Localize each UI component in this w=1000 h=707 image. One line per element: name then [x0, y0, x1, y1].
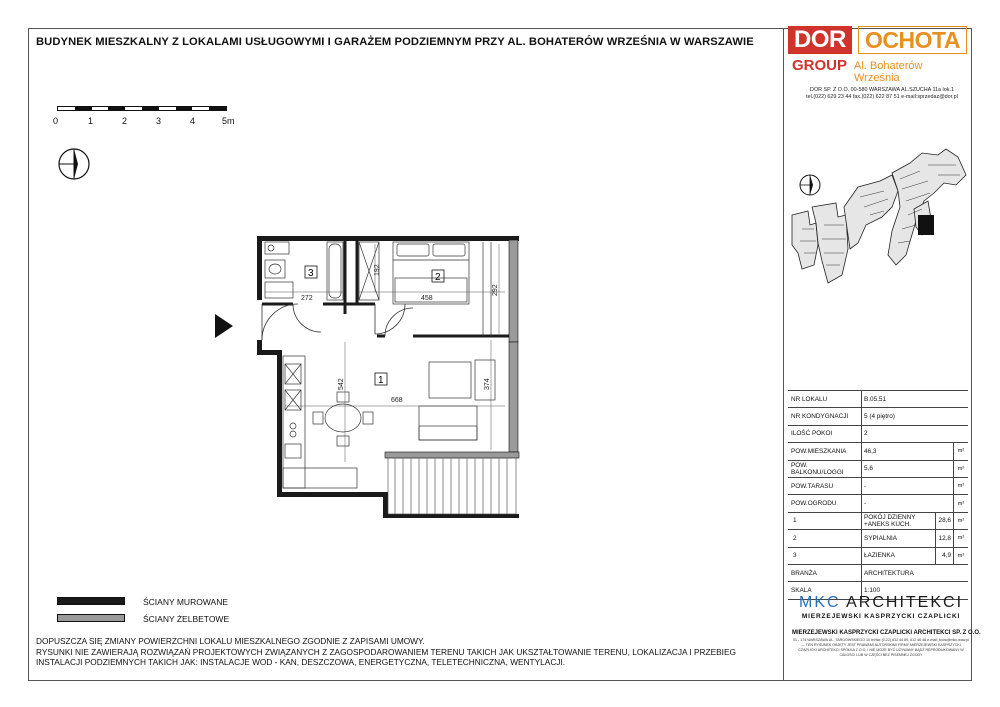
dimension-label: 458: [421, 295, 433, 302]
room-number-2: 2: [435, 272, 441, 283]
table-row-room: [788, 548, 968, 565]
legend-label: ŚCIANY ŻELBETOWE: [143, 614, 230, 624]
table-label: POW.OGRODU: [788, 495, 862, 511]
room-num: 1: [788, 513, 862, 529]
developer-contact: [792, 87, 972, 101]
table-value: 2: [864, 430, 868, 438]
room-number-3: 3: [308, 268, 314, 279]
scale-bar: [57, 106, 227, 111]
table-row: [788, 408, 968, 425]
mkc-logo: [792, 594, 970, 620]
table-row-room: [788, 530, 968, 547]
table-value: 46,3: [864, 447, 877, 455]
note-line: INSTALACJI PODZIEMNYCH TAKICH JAK: INSTALACJE WOD - KAN, DESZCZOWA, ENERGETYCZNA, TELETECHNICZNA, WENTYLACJI.: [36, 657, 566, 668]
mkc-subtitle: MIERZEJEWSKI KASPRZYCKI CZAPLICKI: [801, 613, 961, 620]
room-area: 4,9: [935, 548, 953, 564]
legend-swatch-masonry: [57, 597, 125, 605]
room-name: SYPIALNIA: [864, 534, 898, 542]
table-row: [788, 461, 968, 478]
table-value: 1:100: [864, 586, 880, 594]
floor-plan: [205, 230, 535, 530]
table-label: POW.TARASU: [788, 478, 862, 494]
logo-dor: DOR: [788, 26, 852, 54]
table-label: SKALA: [788, 582, 862, 598]
logo-ochota: OCHOTA: [858, 26, 967, 54]
table-row: [788, 495, 968, 512]
room-number-1: 1: [378, 375, 384, 386]
table-row: [788, 443, 968, 460]
table-label: NR LOKALU: [788, 391, 862, 407]
key-plan: [788, 145, 970, 305]
table-value: -: [864, 500, 867, 508]
table-row: [788, 426, 968, 443]
mkc-fine-print: 01 - 174 WARSZAWA UL. TARGOWSKIEGO 10 tel/fax (0-22) 612 44 89, 612 46 48 e-mail: biuro@mkc.waw.pl — TEN RYSUNEK OBJĘTY JEST PRAWAMI AUTORSKIMI FIRMY MIERZEJEWSKI KASPRZYCKI CZAPLICKI ARCHITEKCI SPÓŁKA Z O.O. I NIE MOŻE BYĆ UŻYWANY BĄDŹ REPRODUKOWANY W CAŁOŚCI LUB W CZĘŚCI BEZ PISEMNEJ ZGODY: [793, 638, 969, 657]
legend-swatch-concrete: [57, 614, 125, 622]
scale-label: 0: [53, 116, 59, 126]
table-row: [788, 565, 968, 582]
room-name: POKÓJ DZIENNY +ANEKS KUCH.: [864, 513, 916, 528]
table-label: POW.MIESZKANIA: [788, 443, 862, 459]
entrance-arrow-icon: [215, 314, 233, 338]
dimension-label: 272: [301, 295, 313, 302]
room-num: 2: [788, 530, 862, 546]
contact-line: tel.(022) 629 23 44 fax.(022) 622 87 51 e-mail:sprzedaz@dor.pl: [806, 94, 958, 100]
table-unit: m²: [953, 478, 968, 494]
dimension-label: 542: [338, 378, 345, 390]
dimension-label: 292: [492, 284, 499, 296]
table-value: ARCHITEKTURA: [864, 569, 914, 577]
legend-label: ŚCIANY MUROWANE: [143, 597, 229, 607]
table-label: NR KONDYGNACJI: [788, 408, 862, 424]
mkc-logo-b: ARCHITEKCI: [846, 594, 964, 611]
dimension-label: 668: [391, 397, 403, 404]
table-value: -: [864, 482, 867, 490]
scale-label: 3: [156, 116, 162, 126]
table-unit: m²: [953, 495, 968, 511]
dor-ochota-logo: [788, 26, 968, 84]
unit-data-table: [788, 390, 968, 600]
scale-label: 4: [190, 116, 196, 126]
table-unit: m²: [953, 461, 968, 477]
sheet-title: BUDYNEK MIESZKALNY Z LOKALAMI USŁUGOWYMI I GARAŻEM PODZIEMNYM PRZY AL. BOHATERÓW WRZEŚNIA W WARSZAWIE: [36, 36, 754, 48]
dimension-label: 374: [484, 378, 491, 390]
mkc-company: MIERZEJEWSKI KASPRZYCKI CZAPLICKI ARCHITEKCI SP. Z O.O.: [792, 630, 981, 636]
scale-label: 2: [122, 116, 128, 126]
table-label: BRANŻA: [788, 565, 862, 581]
room-area: 28,6: [935, 513, 953, 529]
table-label: ILOŚĆ POKOI: [788, 426, 862, 442]
notes: [36, 636, 776, 668]
note-line: DOPUSZCZA SIĘ ZMIANY POWIERZCHNI LOKALU MIESZKALNEGO ZGODNIE Z ZAPISAMI UMOWY.: [36, 636, 425, 646]
room-name: ŁAZIENKA: [864, 552, 895, 560]
note-line: RYSUNKI NIE ZAWIERAJĄ ROZWIĄZAŃ PROJEKTOWYCH ZWIĄZANYCH Z ZAGOSPODAROWANIEM TERENU TAKICH JAK UKSZTAŁTOWANIE TERENU, LOKALIZACJA I PRZEBIEG: [36, 646, 736, 657]
table-value: B.05.51: [864, 395, 887, 403]
scale-label: 5m: [222, 116, 235, 126]
table-unit: m²: [953, 443, 968, 459]
logo-address: Al. Bohaterów Września: [854, 60, 923, 84]
dimension-label: 192: [374, 264, 381, 276]
logo-group: GROUP: [792, 57, 848, 74]
table-value: 5,6: [864, 465, 873, 473]
table-row: [788, 478, 968, 495]
room-num: 3: [788, 548, 862, 564]
scale-labels: [53, 116, 243, 128]
table-unit: m²: [953, 530, 968, 546]
north-arrow-icon: [56, 145, 96, 185]
scale-label: 1: [88, 116, 94, 126]
contact-line: DOR SP. Z O.O. 00-580 WARSZAWA AL.SZUCHA 11a lok.1: [810, 87, 954, 93]
table-row: [788, 391, 968, 408]
sheet-divider: [783, 28, 784, 681]
table-unit: m²: [953, 548, 968, 564]
table-value: 5 (4 piętro): [864, 413, 895, 421]
mkc-logo-a: MKC: [798, 594, 841, 611]
room-area: 12,8: [935, 530, 953, 546]
table-label: POW. BALKONU/LOGGI: [788, 461, 862, 477]
table-unit: m²: [953, 513, 968, 529]
table-row-room: [788, 513, 968, 530]
